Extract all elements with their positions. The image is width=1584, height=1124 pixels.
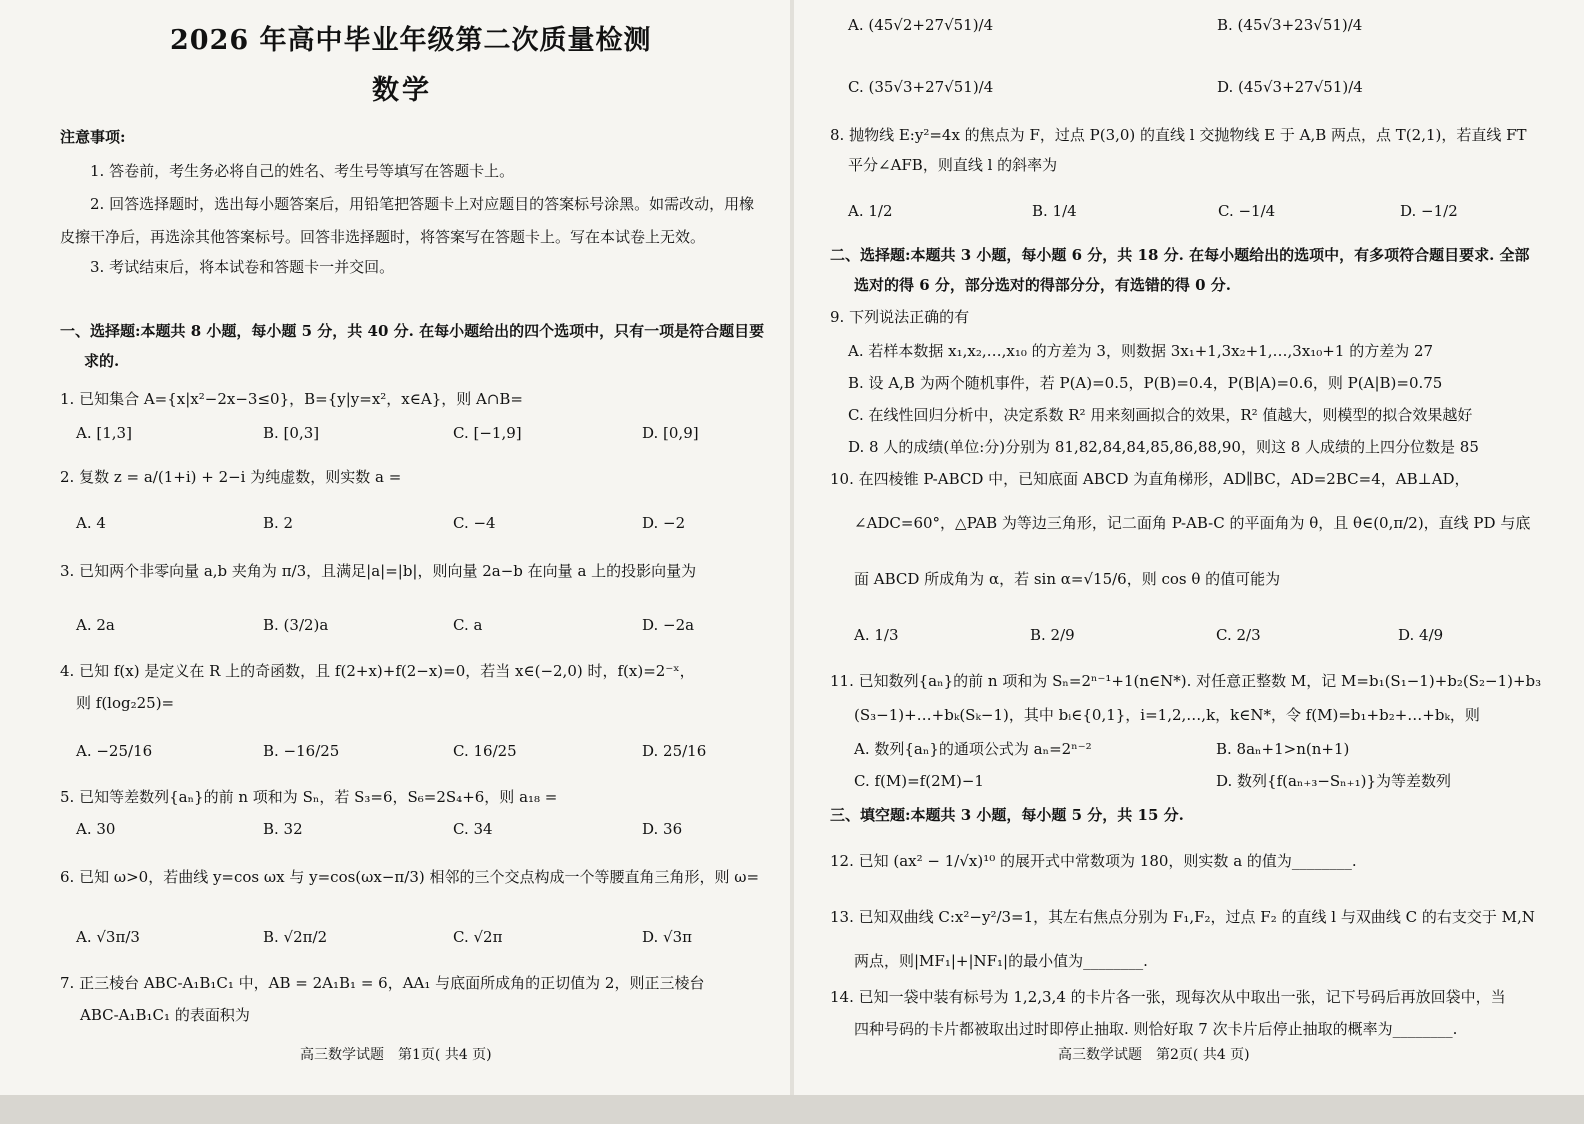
q7-option-b: B. (45√3+23√51)/4 bbox=[1217, 16, 1363, 34]
section3-heading: 三、填空题:本题共 3 小题，每小题 5 分，共 15 分. bbox=[830, 806, 1184, 824]
q6-option-b: B. √2π/2 bbox=[263, 928, 328, 946]
q6-stem: 6. 已知 ω>0，若曲线 y=cos ωx 与 y=cos(ωx−π/3) 相邻的三个交点构成一个等腰直角三角形，则 ω= bbox=[60, 868, 760, 886]
q5-option-c: C. 34 bbox=[453, 820, 493, 838]
q9-option-b: B. 设 A,B 为两个随机事件，若 P(A)=0.5，P(B)=0.4，P(B|A)=0.6，则 P(A|B)=0.75 bbox=[848, 374, 1443, 392]
section1-heading-cont: 求的. bbox=[84, 352, 120, 370]
notice-3: 3. 考试结束后，将本试卷和答题卡一并交回。 bbox=[90, 258, 395, 276]
q3-option-a: A. 2a bbox=[76, 616, 115, 634]
page-2 bbox=[792, 0, 1584, 1124]
q3-option-c: C. a bbox=[453, 616, 483, 634]
exam-subject: 数学 bbox=[372, 75, 432, 106]
exam-title: 2026 年高中毕业年级第二次质量检测 bbox=[170, 25, 652, 56]
q11-option-d: D. 数列{f(aₙ₊₃−Sₙ₊₁)}为等差数列 bbox=[1216, 772, 1451, 790]
q8-option-d: D. −1/2 bbox=[1400, 202, 1458, 220]
q2-stem: 2. 复数 z = a/(1+i) + 2−i 为纯虚数，则实数 a = bbox=[60, 468, 402, 486]
q11-option-c: C. f(M)=f(2M)−1 bbox=[854, 772, 984, 790]
section1-heading: 一、选择题:本题共 8 小题，每小题 5 分，共 40 分. 在每小题给出的四个选项中，只有一项是符合题目要 bbox=[60, 322, 765, 340]
q10-option-c: C. 2/3 bbox=[1216, 626, 1261, 644]
q8-option-a: A. 1/2 bbox=[848, 202, 893, 220]
q8-option-c: C. −1/4 bbox=[1218, 202, 1276, 220]
notice-heading: 注意事项: bbox=[60, 128, 126, 146]
q13-stem: 13. 已知双曲线 C:x²−y²/3=1，其左右焦点分别为 F₁,F₂，过点 F₂ 的直线 l 与双曲线 C 的右支交于 M,N bbox=[830, 908, 1535, 926]
q9-option-c: C. 在线性回归分析中，决定系数 R² 用来刻画拟合的效果，R² 值越大，则模型的拟合效果越好 bbox=[848, 406, 1473, 424]
page-1-footer: 高三数学试题 第1页( 共4 页) bbox=[300, 1047, 492, 1063]
q7-option-a: A. (45√2+27√51)/4 bbox=[848, 16, 994, 34]
q1-option-a: A. [1,3] bbox=[76, 424, 132, 442]
page-2-footer: 高三数学试题 第2页( 共4 页) bbox=[1058, 1047, 1250, 1063]
q4-option-b: B. −16/25 bbox=[263, 742, 340, 760]
q3-stem: 3. 已知两个非零向量 a,b 夹角为 π/3，且满足|a|=|b|，则向量 2a−b 在向量 a 上的投影向量为 bbox=[60, 562, 697, 580]
notice-2-cont: 皮擦干净后，再选涂其他答案标号。回答非选择题时，将答案写在答题卡上。写在本试卷上无效。 bbox=[60, 228, 706, 246]
scan-bottom-edge bbox=[0, 1095, 1584, 1124]
q1-option-c: C. [−1,9] bbox=[453, 424, 522, 442]
q4-option-c: C. 16/25 bbox=[453, 742, 517, 760]
q2-option-d: D. −2 bbox=[642, 514, 686, 532]
q2-option-b: B. 2 bbox=[263, 514, 294, 532]
q6-option-a: A. √3π/3 bbox=[76, 928, 140, 946]
q10-stem-cont-2: 面 ABCD 所成角为 α，若 sin α=√15/6，则 cos θ 的值可能为 bbox=[854, 570, 1281, 588]
q5-stem: 5. 已知等差数列{aₙ}的前 n 项和为 Sₙ，若 S₃=6，S₆=2S₄+6，则 a₁₈ = bbox=[60, 788, 558, 806]
q10-option-b: B. 2/9 bbox=[1030, 626, 1075, 644]
q6-option-d: D. √3π bbox=[642, 928, 692, 946]
q6-option-c: C. √2π bbox=[453, 928, 503, 946]
q9-option-d: D. 8 人的成绩(单位:分)分别为 81,82,84,84,85,86,88,90，则这 8 人成绩的上四分位数是 85 bbox=[848, 438, 1479, 456]
q9-option-a: A. 若样本数据 x₁,x₂,…,x₁₀ 的方差为 3，则数据 3x₁+1,3x₂+1,…,3x₁₀+1 的方差为 27 bbox=[848, 342, 1434, 360]
q1-stem: 1. 已知集合 A={x|x²−2x−3≤0}，B={y|y=x²，x∈A}，则 A∩B= bbox=[60, 390, 523, 408]
q10-option-a: A. 1/3 bbox=[854, 626, 899, 644]
q9-stem: 9. 下列说法正确的有 bbox=[830, 308, 970, 326]
q7-stem: 7. 正三棱台 ABC-A₁B₁C₁ 中，AB = 2A₁B₁ = 6，AA₁ 与底面所成角的正切值为 2，则正三棱台 bbox=[60, 974, 705, 992]
q14-stem: 14. 已知一袋中装有标号为 1,2,3,4 的卡片各一张，现每次从中取出一张，记下号码后再放回袋中，当 bbox=[830, 988, 1506, 1006]
q10-option-d: D. 4/9 bbox=[1398, 626, 1444, 644]
q3-option-b: B. (3/2)a bbox=[263, 616, 329, 634]
q12-stem: 12. 已知 (ax² − 1/√x)¹⁰ 的展开式中常数项为 180，则实数 a 的值为________. bbox=[830, 852, 1357, 870]
q11-stem-cont: (S₃−1)+…+bₖ(Sₖ−1)，其中 bᵢ∈{0,1}，i=1,2,…,k，k∈N*，令 f(M)=b₁+b₂+…+bₖ，则 bbox=[854, 706, 1480, 724]
q7-option-d: D. (45√3+27√51)/4 bbox=[1217, 78, 1363, 96]
q8-stem: 8. 抛物线 E:y²=4x 的焦点为 F，过点 P(3,0) 的直线 l 交抛物线 E 于 A,B 两点，点 T(2,1)，若直线 FT bbox=[830, 126, 1527, 144]
q4-option-d: D. 25/16 bbox=[642, 742, 707, 760]
q7-option-c: C. (35√3+27√51)/4 bbox=[848, 78, 994, 96]
q1-option-b: B. [0,3] bbox=[263, 424, 320, 442]
q10-stem: 10. 在四棱锥 P-ABCD 中，已知底面 ABCD 为直角梯形，AD∥BC，AD=2BC=4，AB⊥AD， bbox=[830, 470, 1470, 488]
section2-heading: 二、选择题:本题共 3 小题，每小题 6 分，共 18 分. 在每小题给出的选项中，有多项符合题目要求. 全部 bbox=[830, 246, 1530, 264]
q11-option-a: A. 数列{aₙ}的通项公式为 aₙ=2ⁿ⁻² bbox=[854, 740, 1092, 758]
notice-2: 2. 回答选择题时，选出每小题答案后，用铅笔把答题卡上对应题目的答案标号涂黑。如需改动，用橡 bbox=[90, 195, 755, 213]
q4-stem: 4. 已知 f(x) 是定义在 R 上的奇函数，且 f(2+x)+f(2−x)=0，若当 x∈(−2,0) 时，f(x)=2⁻ˣ， bbox=[60, 662, 695, 680]
section2-heading-cont: 选对的得 6 分，部分选对的得部分分，有选错的得 0 分. bbox=[854, 276, 1231, 294]
q4-option-a: A. −25/16 bbox=[76, 742, 153, 760]
q8-option-b: B. 1/4 bbox=[1032, 202, 1077, 220]
notice-1: 1. 答卷前，考生务必将自己的姓名、考生号等填写在答题卡上。 bbox=[90, 162, 515, 180]
q13-stem-cont: 两点，则|MF₁|+|NF₁|的最小值为________. bbox=[854, 952, 1148, 970]
q2-option-c: C. −4 bbox=[453, 514, 496, 532]
q14-stem-cont: 四种号码的卡片都被取出过时即停止抽取. 则恰好取 7 次卡片后停止抽取的概率为________. bbox=[854, 1020, 1458, 1038]
q5-option-a: A. 30 bbox=[76, 820, 116, 838]
q2-option-a: A. 4 bbox=[76, 514, 106, 532]
q11-option-b: B. 8aₙ+1>n(n+1) bbox=[1216, 740, 1350, 758]
q11-stem: 11. 已知数列{aₙ}的前 n 项和为 Sₙ=2ⁿ⁻¹+1(n∈N*). 对任意正整数 M，记 M=b₁(S₁−1)+b₂(S₂−1)+b₃ bbox=[830, 672, 1542, 690]
q3-option-d: D. −2a bbox=[642, 616, 695, 634]
q4-stem-cont: 则 f(log₂25)= bbox=[76, 694, 175, 712]
q7-stem-cont: ABC-A₁B₁C₁ 的表面积为 bbox=[80, 1006, 250, 1024]
q1-option-d: D. [0,9] bbox=[642, 424, 699, 442]
q10-stem-cont: ∠ADC=60°，△PAB 为等边三角形，记二面角 P-AB-C 的平面角为 θ，且 θ∈(0,π/2)，直线 PD 与底 bbox=[854, 514, 1531, 532]
q5-option-b: B. 32 bbox=[263, 820, 303, 838]
q8-stem-cont: 平分∠AFB，则直线 l 的斜率为 bbox=[848, 156, 1058, 174]
q5-option-d: D. 36 bbox=[642, 820, 683, 838]
